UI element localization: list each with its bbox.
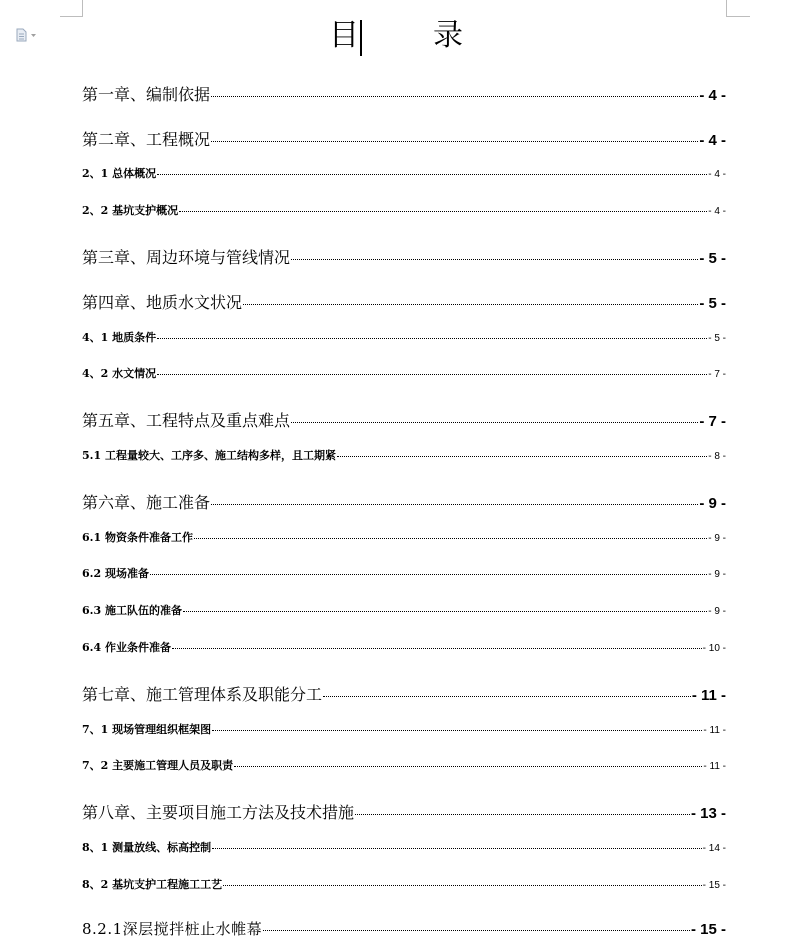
toc-page-number: - 10 -	[702, 643, 726, 654]
toc-leader	[211, 96, 698, 97]
toc-leader	[157, 174, 707, 175]
toc-entry-label: 第七章、施工管理体系及职能分工	[82, 685, 323, 704]
toc-entry-label: 6.2 现场准备	[82, 567, 149, 580]
toc-entry-label: 2、2 基坑支护概况	[82, 204, 179, 217]
toc-page-number: - 9 -	[708, 606, 726, 617]
toc-entry-label: 8、1 测量放线、标高控制	[82, 841, 212, 854]
toc-leader	[157, 374, 707, 375]
toc-entry-label: 第二章、工程概况	[82, 130, 211, 149]
toc-entry[interactable]	[82, 127, 726, 149]
toc-entry[interactable]	[82, 408, 726, 430]
toc-page-number: - 11 -	[691, 687, 726, 704]
toc-leader	[291, 259, 698, 260]
toc-page-number: - 5 -	[699, 250, 726, 267]
toc-leader	[323, 696, 691, 697]
toc-page-number: - 4 -	[699, 132, 726, 149]
toc-page-number: - 9 -	[699, 495, 726, 512]
toc-entry[interactable]	[82, 565, 726, 581]
toc-entry[interactable]	[82, 290, 726, 312]
toc-leader	[212, 848, 702, 849]
toc-page-number: - 15 -	[690, 921, 726, 938]
toc-entry[interactable]	[82, 639, 726, 655]
toc-entry[interactable]	[82, 202, 726, 218]
toc-entry[interactable]	[82, 918, 726, 940]
toc-page-number: - 8 -	[708, 451, 726, 462]
toc-entry-label: 4、1 地质条件	[82, 331, 157, 344]
toc-leader	[337, 456, 707, 457]
toc-leader	[212, 730, 702, 731]
toc-entry[interactable]	[82, 682, 726, 704]
toc-leader	[263, 930, 690, 931]
toc-leader	[223, 885, 702, 886]
toc-entry-label: 7、2 主要施工管理人员及职责	[82, 759, 234, 772]
toc-entry[interactable]	[82, 757, 726, 773]
toc-entry-label: 6.1 物资条件准备工作	[82, 531, 193, 544]
crop-mark-top-left	[82, 0, 83, 16]
toc-page-number: - 7 -	[708, 369, 726, 380]
toc-page-number: - 9 -	[708, 569, 726, 580]
toc-entry[interactable]	[82, 447, 726, 463]
toc-page-number: - 7 -	[699, 413, 726, 430]
toc-page-number: - 11 -	[703, 761, 726, 772]
toc-page-number: - 5 -	[708, 333, 726, 344]
toc-entry[interactable]	[82, 602, 726, 618]
toc-page-number: - 4 -	[708, 206, 726, 217]
toc-entry[interactable]	[82, 529, 726, 545]
toc-page-number: - 11 -	[703, 725, 726, 736]
toc-entry-label: 7、1 现场管理组织框架图	[82, 723, 212, 736]
toc-leader	[172, 648, 702, 649]
toc-leader	[157, 338, 707, 339]
toc-leader	[211, 141, 698, 142]
toc-leader	[355, 814, 690, 815]
toc-leader	[211, 504, 698, 505]
toc-entry[interactable]	[82, 165, 726, 181]
toc-entry-label: 4、2 水文情况	[82, 367, 157, 380]
toc-leader	[179, 211, 707, 212]
toc-entry-label: 第一章、编制依据	[82, 85, 211, 104]
toc-entry[interactable]	[82, 721, 726, 737]
toc-entry-label: 6.4 作业条件准备	[82, 641, 171, 654]
toc-entry-label: 第四章、地质水文状况	[82, 293, 243, 312]
toc-entry[interactable]	[82, 82, 726, 104]
toc-page-number: - 9 -	[708, 533, 726, 544]
toc-page-number: - 4 -	[699, 87, 726, 104]
toc-entry[interactable]	[82, 876, 726, 892]
toc-page-number: - 13 -	[690, 805, 726, 822]
toc-entry-label: 2、1 总体概况	[82, 167, 157, 180]
toc-page-number: - 5 -	[699, 295, 726, 312]
toc-leader	[183, 611, 707, 612]
toc-leader	[291, 422, 698, 423]
toc-entry-label: 第五章、工程特点及重点难点	[82, 411, 291, 430]
page-title: 目 录	[329, 18, 485, 53]
toc-page-number: - 14 -	[702, 843, 726, 854]
toc-entry-label: 第六章、施工准备	[82, 493, 211, 512]
toc-entry[interactable]	[82, 490, 726, 512]
toc-entry[interactable]	[82, 245, 726, 267]
toc-entry-label: 第三章、周边环境与管线情况	[82, 248, 291, 267]
toc-entry-label: 8.2.1深层搅拌桩止水帷幕	[82, 920, 263, 938]
toc-leader	[243, 304, 698, 305]
toc-leader	[194, 538, 707, 539]
toc-entry[interactable]	[82, 800, 726, 822]
toc-leader	[150, 574, 707, 575]
toc-entry-label: 5.1 工程量较大、工序多、施工结构多样，且工期紧	[82, 449, 336, 462]
toc-entry[interactable]	[82, 365, 726, 381]
toc-entry-label: 8、2 基坑支护工程施工工艺	[82, 878, 223, 891]
toc-entry-label: 第八章、主要项目施工方法及技术措施	[82, 803, 355, 822]
toc-page-number: - 15 -	[702, 880, 726, 891]
crop-mark-top-right	[726, 0, 727, 16]
toc-leader	[234, 766, 702, 767]
toc-page-number: - 4 -	[708, 169, 726, 180]
toc-entry-label: 6.3 施工队伍的准备	[82, 604, 182, 617]
toc-entry[interactable]	[82, 329, 726, 345]
toc-entry[interactable]	[82, 839, 726, 855]
